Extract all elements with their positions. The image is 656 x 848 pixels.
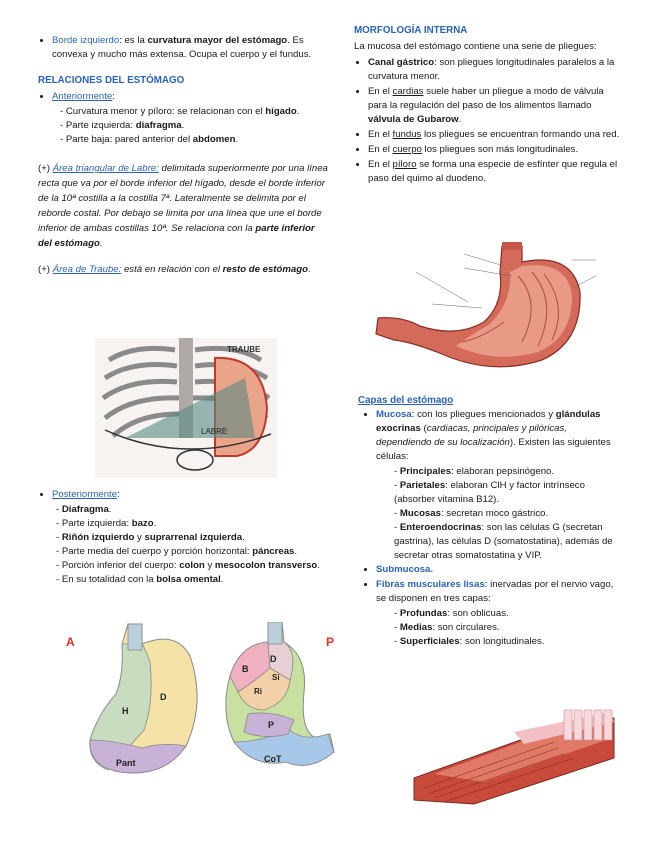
- morfo-item-2: [368, 85, 622, 127]
- text: los pliegues son más longitudinales.: [421, 144, 579, 155]
- layer-item-1: - Profundas: son oblicuas.: [394, 608, 509, 619]
- text: .: [153, 518, 157, 529]
- ant-item-1: [60, 105, 328, 119]
- bold-text: resto de estómago: [222, 264, 308, 275]
- text: .: [296, 106, 300, 117]
- post-item-3: [56, 531, 338, 545]
- colon: :: [112, 91, 115, 102]
- bold-text: Enteroendocrinas: [399, 522, 482, 533]
- mucosa-item: [376, 408, 622, 464]
- text: .: [317, 560, 320, 571]
- text: .: [99, 238, 103, 249]
- layer-item-2: - Medias: son circulares.: [394, 622, 500, 633]
- bold-text: mesocolon transverso: [214, 560, 318, 571]
- label-CoT: CoT: [264, 754, 282, 764]
- bold-text: glándulas exocrinas: [376, 409, 601, 434]
- text: . Es convexa y mucho más extensa. Ocupa el cuerpo y el fundus.: [52, 35, 312, 60]
- text: : elaboran pepsinógeno.: [451, 466, 555, 477]
- text: .: [235, 134, 239, 145]
- text: .: [181, 120, 185, 131]
- bold-text: parte inferior del estómago: [38, 223, 315, 249]
- bold-text: Profundas: [399, 608, 448, 619]
- text: y: [204, 560, 215, 571]
- borde-item: [52, 34, 328, 62]
- bold-text: bazo: [131, 518, 154, 529]
- post-item-6: [56, 573, 338, 587]
- morfo-item-4: [368, 143, 622, 157]
- right-column: [354, 24, 622, 187]
- text: (+): [38, 264, 53, 275]
- colon: :: [117, 489, 120, 500]
- wall-layers-illustration: [404, 708, 624, 808]
- text: : son las células G (secretan gastrina), las células D (somatostatina), además de secretar otras somatostatina y VIP.: [394, 522, 613, 561]
- anteriormente-item: [52, 90, 328, 104]
- italic-text: cardiacas, principales y pilóricas, dependiendo de su localización: [376, 423, 567, 448]
- text: : son circulares.: [432, 622, 500, 633]
- text: : elaboran ClH y factor intrínseco (absorber vitamina B12).: [394, 480, 585, 505]
- text: En el: [368, 159, 393, 170]
- text: los pliegues se encuentran formando una red.: [421, 129, 620, 140]
- layer-item-3: - Superficiales: son longitudinales.: [394, 636, 545, 647]
- text: .: [294, 546, 298, 557]
- text: - Parte media del cuerpo y porción horizontal:: [56, 546, 253, 557]
- label-D2: D: [270, 654, 277, 664]
- text: .: [220, 574, 224, 585]
- borde-list: [38, 34, 328, 62]
- ant-item-3: [60, 133, 328, 147]
- morfologia-list: [354, 56, 622, 186]
- cell-item-4: - Enteroendocrinas: son las células G (secretan gastrina), las células D (somatostatina), además de secretar otras somatostatina y VIP.: [394, 522, 613, 561]
- text: -: [56, 532, 62, 543]
- bold-text: Medias: [399, 622, 433, 633]
- text: - Porción inferior del cuerpo:: [56, 560, 180, 571]
- post-item-2: [56, 517, 338, 531]
- morfologia-heading: MORFOLOGÍA INTERNA: [354, 25, 468, 36]
- cell-item-2: - Parietales: elaboran ClH y factor intrínseco (absorber vitamina B12).: [394, 480, 585, 505]
- traube-fig-label: TRAUBE: [227, 345, 261, 354]
- label-Si: Si: [272, 673, 280, 682]
- posteriormente-subitems: [38, 503, 338, 587]
- text: delimitada superiormente por una línea recta que va por el borde inferior del hígado, desde el borde inferior de la 10ª costilla a la costilla 7ª. Lateralmente se delimita por el reborde costal. Por debajo se limita por una línea que une el borde inferior de ambas costillas 10ª. Se relaciona con la: [38, 163, 328, 234]
- text: (+): [38, 163, 53, 174]
- posteriormente-list: [38, 488, 338, 502]
- anteriormente-label: Anteriormente: [52, 91, 113, 102]
- label-Ri: Ri: [254, 687, 262, 696]
- text: .: [242, 532, 245, 543]
- text: : son longitudinales.: [459, 636, 545, 647]
- text: : con los pliegues mencionados y: [411, 409, 556, 420]
- bold-text: colon: [179, 560, 205, 571]
- stomach-internal-illustration: [372, 242, 612, 382]
- anteriormente-list: [38, 90, 328, 104]
- bold-text: Canal gástrico: [368, 57, 435, 68]
- capas-list: [354, 408, 622, 464]
- bold-text: válvula de Gubarow: [368, 114, 459, 125]
- bold-text: Principales: [399, 466, 452, 477]
- bold-text: suprarrenal izquierda: [144, 532, 243, 543]
- stomach-internal-figure: [372, 242, 612, 382]
- text: ). Existen las siguientes células:: [376, 437, 611, 462]
- bold-text: Diafragma: [61, 504, 109, 515]
- cells-list: [354, 465, 622, 563]
- morfo-item-3: [368, 128, 622, 142]
- text: .: [458, 114, 462, 125]
- submucosa-item: [376, 563, 622, 577]
- text: -: [56, 504, 62, 515]
- mucosa-label: Mucosa: [376, 409, 412, 420]
- ant-item-2: [60, 119, 328, 133]
- borde-label: Borde izquierdo: [52, 35, 120, 46]
- traube-label: Área de Traube:: [52, 264, 122, 275]
- bold-text: abdomen: [192, 134, 236, 145]
- underlined-text: fundus: [392, 129, 422, 140]
- label-B: B: [242, 664, 249, 674]
- text: : secretan moco gástrico.: [440, 508, 549, 519]
- cell-item-1: - Principales: elaboran pepsinógeno.: [394, 466, 555, 477]
- text: - Parte izquierda:: [56, 518, 132, 529]
- text: En el: [368, 129, 393, 140]
- fibras-label: Fibras musculares lisas: [376, 579, 485, 590]
- underlined-text: cardias: [392, 86, 424, 97]
- fibras-item: [376, 578, 622, 606]
- post-item-5: [56, 559, 338, 573]
- bold-text: Superficiales: [399, 636, 460, 647]
- underlined-text: cuerpo: [392, 144, 422, 155]
- bold-text: Parietales: [399, 480, 446, 491]
- text: suele haber un pliegue a modo de válvula para la regulación del paso de los alimentos llamado: [368, 86, 604, 111]
- label-P: P: [326, 635, 335, 649]
- bold-text: diafragma: [135, 120, 182, 131]
- layers-list: [354, 607, 622, 649]
- labre-label: Área triangular de Labre:: [52, 163, 159, 174]
- posteriormente-item: [52, 488, 338, 502]
- morfologia-intro: La mucosa del estómago contiene una serie de pliegues:: [354, 41, 597, 52]
- bold-text: bolsa omental: [156, 574, 221, 585]
- bold-text: Riñón izquierdo: [61, 532, 135, 543]
- capas-heading: Capas del estómago: [358, 395, 454, 406]
- anteriormente-subitems: [38, 105, 328, 147]
- submucosa-label: Submucosa.: [376, 564, 434, 575]
- label-A: A: [66, 635, 75, 649]
- posteriormente-label: Posteriormente: [52, 489, 118, 500]
- label-H: H: [122, 706, 129, 716]
- thorax-figure: [95, 338, 277, 478]
- traube-paragraph: [38, 263, 328, 277]
- capas-list-2: [354, 563, 622, 606]
- text: y: [134, 532, 145, 543]
- text: - Curvatura menor y píloro: se relacionan con el: [60, 106, 266, 117]
- text: (: [420, 423, 427, 434]
- bold-text: páncreas: [252, 546, 295, 557]
- bold-text: hígado: [265, 106, 297, 117]
- text: .: [307, 264, 311, 275]
- label-D: D: [160, 692, 167, 702]
- text: está en relación con el: [121, 264, 223, 275]
- bold-text: Mucosas: [399, 508, 441, 519]
- thorax-illustration: [95, 338, 277, 478]
- text: .: [108, 504, 112, 515]
- cell-item-3: - Mucosas: secretan moco gástrico.: [394, 508, 549, 519]
- relations-figure: [58, 622, 348, 784]
- text: - Parte izquierda:: [60, 120, 136, 131]
- stomach-relations-illustration: [58, 622, 348, 784]
- left-column: [38, 34, 328, 279]
- text: - En su totalidad con la: [56, 574, 157, 585]
- post-item-1: [56, 503, 338, 517]
- underlined-text: píloro: [392, 159, 417, 170]
- post-item-4: [56, 545, 338, 559]
- text: se forma una especie de esfínter que regula el paso del quimo al duodeno.: [368, 159, 618, 184]
- wall-layers-figure: [404, 708, 624, 808]
- morfo-item-5: [368, 158, 622, 186]
- text: : son pliegues longitudinales paralelos a la curvatura menor.: [368, 57, 615, 82]
- labre-paragraph: [38, 161, 328, 251]
- labre-fig-label: LABRE: [201, 427, 228, 436]
- label-Pant: Pant: [116, 758, 136, 768]
- posteriormente-section: [38, 488, 338, 587]
- text: En el: [368, 86, 393, 97]
- text: : inervadas por el nervio vago, se disponen en tres capas:: [376, 579, 614, 604]
- label-P-pancreas: P: [268, 720, 275, 730]
- capas-section: [354, 394, 622, 649]
- text: En el: [368, 144, 393, 155]
- relaciones-heading: RELACIONES DEL ESTÓMAGO: [38, 75, 185, 86]
- text: - Parte baja: pared anterior del: [60, 134, 193, 145]
- text: : es la: [119, 35, 148, 46]
- text: : son oblicuas.: [447, 608, 509, 619]
- bold-text: curvatura mayor del estómago: [147, 35, 288, 46]
- morfo-item-1: [368, 56, 622, 84]
